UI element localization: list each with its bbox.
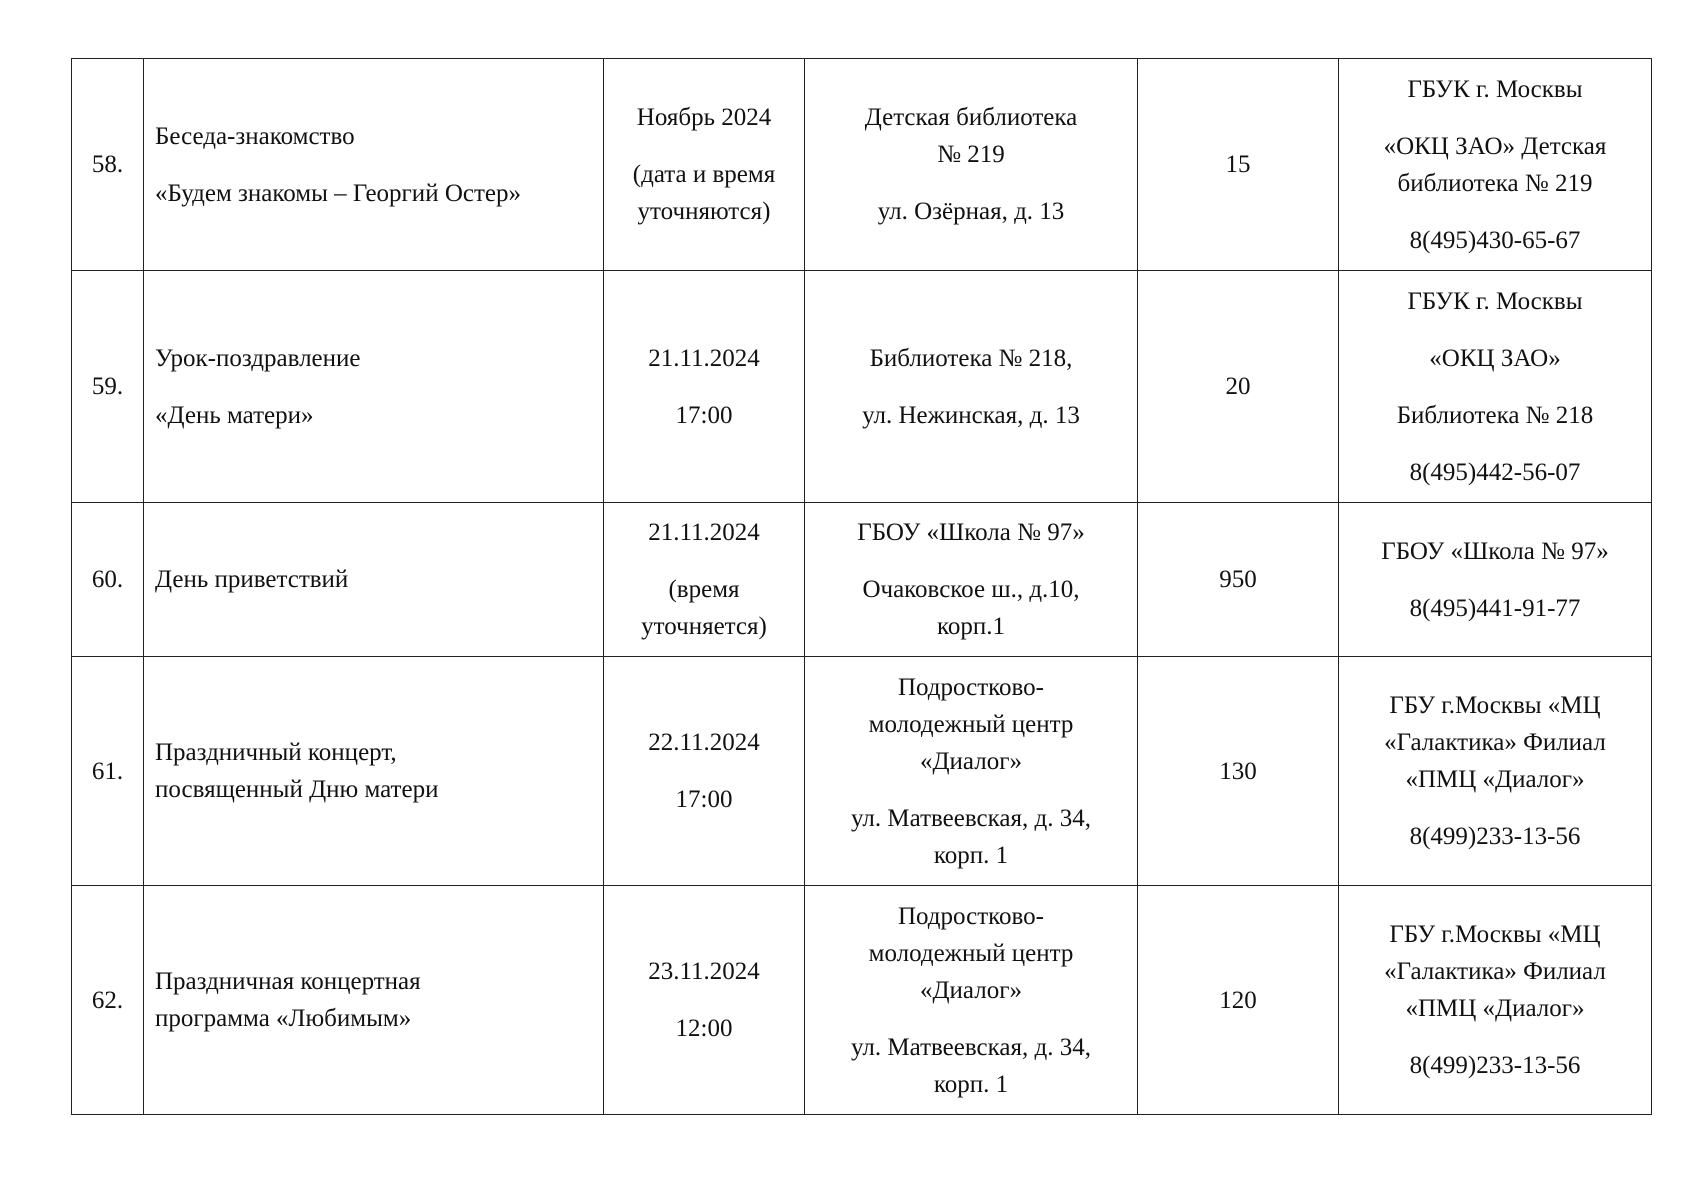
event-time-line: 17:00 bbox=[675, 401, 733, 429]
row-number: 61. bbox=[72, 657, 144, 886]
event-place-line: Библиотека № 218, bbox=[869, 344, 1073, 372]
organizer-phone: 8(495)442-56-07 bbox=[1409, 458, 1581, 486]
event-name-line: Праздничный концерт, bbox=[155, 739, 397, 766]
organizer-phone: 8(499)233-13-56 bbox=[1409, 823, 1581, 850]
table-row bbox=[72, 503, 1652, 657]
event-place-line: ул. Матвеевская, д. 34, bbox=[851, 1033, 1091, 1061]
event-date-line: 22.11.2024 bbox=[648, 729, 760, 756]
event-date-cell bbox=[604, 271, 805, 503]
participants-count: 950 bbox=[1138, 503, 1339, 657]
organizer-line: ГБУ г.Москвы «МЦ bbox=[1389, 692, 1601, 719]
organizer-line: ГБУК г. Москвы bbox=[1407, 287, 1583, 315]
event-date-line: уточняется) bbox=[641, 613, 767, 640]
row-number: 62. bbox=[72, 886, 144, 1115]
event-place-line: Очаковское ш., д.10, bbox=[862, 576, 1080, 603]
organizer-cell bbox=[1339, 657, 1652, 886]
table-row bbox=[72, 657, 1652, 886]
table-row bbox=[72, 59, 1652, 271]
organizer-phone: 8(495)430-65-67 bbox=[1409, 226, 1581, 254]
event-place-line: ГБОУ «Школа № 97» bbox=[857, 519, 1085, 546]
event-date-line: (время bbox=[668, 576, 740, 603]
event-date-line: уточняются) bbox=[637, 198, 771, 225]
row-number: 58. bbox=[72, 59, 144, 271]
organizer-cell bbox=[1339, 59, 1652, 271]
event-place-line: корп.1 bbox=[936, 613, 1005, 640]
organizer-line: библиотека № 219 bbox=[1397, 169, 1593, 197]
organizer-line: «ОКЦ ЗАО» Детская bbox=[1383, 132, 1607, 160]
event-date-cell bbox=[604, 657, 805, 886]
event-place-cell bbox=[805, 503, 1138, 657]
table-row bbox=[72, 886, 1652, 1115]
organizer-line: ГБОУ «Школа № 97» bbox=[1381, 537, 1609, 565]
event-place-cell bbox=[805, 886, 1138, 1115]
event-name-cell bbox=[144, 886, 604, 1115]
event-name-cell bbox=[144, 657, 604, 886]
organizer-line: «Галактика» Филиал bbox=[1384, 958, 1606, 985]
event-name-line: День приветствий bbox=[155, 566, 349, 593]
organizer-cell bbox=[1339, 886, 1652, 1115]
event-date-line: (дата и время bbox=[632, 161, 776, 188]
event-name-line: посвященный Дню матери bbox=[155, 776, 439, 803]
participants-count: 20 bbox=[1138, 271, 1339, 503]
event-date-line: Ноябрь 2024 bbox=[636, 104, 772, 131]
event-place-cell bbox=[805, 271, 1138, 503]
event-place-line: «Диалог» bbox=[920, 747, 1022, 775]
participants-count: 15 bbox=[1138, 59, 1339, 271]
organizer-cell bbox=[1339, 503, 1652, 657]
row-number: 60. bbox=[72, 503, 144, 657]
event-date-line: 21.11.2024 bbox=[648, 344, 760, 372]
event-place-line: молодежный центр bbox=[868, 939, 1074, 967]
table-row bbox=[72, 271, 1652, 503]
organizer-line: ГБУ г.Москвы «МЦ bbox=[1389, 921, 1601, 948]
organizer-line: ГБУК г. Москвы bbox=[1407, 75, 1583, 103]
event-time-line: 17:00 bbox=[675, 786, 733, 813]
organizer-phone: 8(499)233-13-56 bbox=[1409, 1052, 1581, 1079]
event-name-line: Урок-поздравление bbox=[155, 344, 361, 372]
event-place-line: «Диалог» bbox=[920, 976, 1022, 1004]
participants-count: 130 bbox=[1138, 657, 1339, 886]
row-number: 59. bbox=[72, 271, 144, 503]
event-name-cell bbox=[144, 59, 604, 271]
event-place-line: Подростково- bbox=[897, 673, 1045, 701]
organizer-line: Библиотека № 218 bbox=[1396, 401, 1594, 429]
event-name-cell bbox=[144, 503, 604, 657]
organizer-line: «ПМЦ «Диалог» bbox=[1405, 995, 1585, 1022]
organizer-phone: 8(495)441-91-77 bbox=[1409, 594, 1581, 622]
event-place-line: молодежный центр bbox=[868, 710, 1074, 738]
participants-count: 120 bbox=[1138, 886, 1339, 1115]
event-name-cell bbox=[144, 271, 604, 503]
organizer-line: «Галактика» Филиал bbox=[1384, 729, 1606, 756]
event-date-cell bbox=[604, 503, 805, 657]
event-place-line: корп. 1 bbox=[933, 1070, 1009, 1098]
event-place-line: ул. Озёрная, д. 13 bbox=[877, 198, 1065, 225]
event-place-line: ул. Нежинская, д. 13 bbox=[862, 401, 1080, 429]
event-name-line: «Будем знакомы – Георгий Остер» bbox=[155, 179, 521, 207]
event-name-line: «День матери» bbox=[155, 401, 314, 429]
event-place-line: ул. Матвеевская, д. 34, bbox=[851, 804, 1091, 832]
event-place-cell bbox=[805, 657, 1138, 886]
organizer-line: «ПМЦ «Диалог» bbox=[1405, 766, 1585, 793]
event-place-line: Подростково- bbox=[897, 902, 1045, 930]
event-name-line: Праздничная концертная bbox=[155, 968, 421, 995]
event-place-line: Детская библиотека bbox=[864, 104, 1078, 131]
event-place-line: корп. 1 bbox=[933, 841, 1009, 869]
events-table bbox=[71, 58, 1652, 1115]
event-name-line: программа «Любимым» bbox=[155, 1005, 412, 1032]
event-date-line: 21.11.2024 bbox=[648, 519, 760, 546]
event-time-line: 12:00 bbox=[675, 1015, 733, 1042]
event-date-line: 23.11.2024 bbox=[648, 958, 760, 985]
event-place-line: № 219 bbox=[937, 141, 1005, 168]
event-date-cell bbox=[604, 59, 805, 271]
organizer-cell bbox=[1339, 271, 1652, 503]
event-name-line: Беседа-знакомство bbox=[155, 122, 355, 150]
event-place-cell bbox=[805, 59, 1138, 271]
event-date-cell bbox=[604, 886, 805, 1115]
organizer-line: «ОКЦ ЗАО» bbox=[1429, 344, 1561, 372]
